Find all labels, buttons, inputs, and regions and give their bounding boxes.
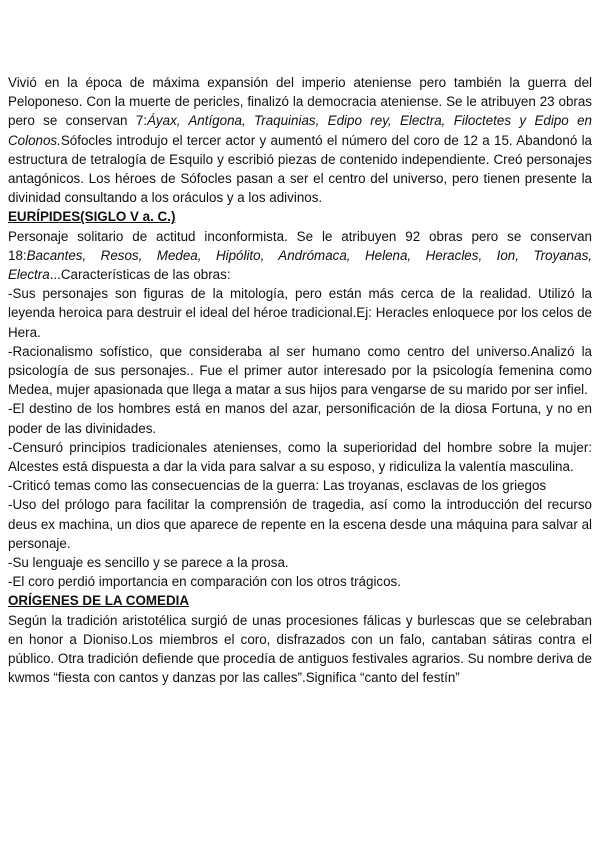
comedia-heading: ORÍGENES DE LA COMEDIA (8, 593, 190, 609)
euripides-item: -Uso del prólogo para facilitar la comprensión de tragedia, así como la introducción del recurso deus ex machina, un dios que aparece de repente en la escena desde una máquina para salvar al personaje. (8, 497, 592, 551)
sofocles-text-b: Sófocles introdujo el tercer actor y aumentó el número del coro de 12 a 15. Abandonó la estructura de tetralogía de Esquilo y escribió piezas de contenido independiente. Creó personajes antagónicos. Los héroes de Sófocles pasan a ser el centro del universo, pero tienen presente la divinidad consultando a los oráculos y a los adivinos. (8, 132, 592, 206)
euripides-item: -Criticó temas como las consecuencias de la guerra: Las troyanas, esclavas de los griegos (8, 478, 547, 494)
euripides-intro (8, 227, 592, 285)
sofocles-works: Áyax, Antígona, Traquinias, Edipo rey, Electra, Filoctetes y Edipo en Colonos. (8, 113, 592, 148)
sofocles-paragraph (8, 73, 592, 207)
euripides-item: -Censuró principios tradicionales atenienses, como la superioridad del hombre sobre la mujer: Alcestes está dispuesta a dar la vida para salvar a su esposo, y ridiculiza la valentía masculina. (8, 439, 592, 475)
comedia-paragraph: Según la tradición aristotélica surgió de unas procesiones fálicas y burlescas que se celebraban en honor a Dioniso.Los miembros el coro, disfrazados con un falo, cantaban sátiras contra el público. Otra tradición defiende que procedía de antiguos festivales agrarios. Su nombre deriva de kwmos “fiesta con cantos y danzas por las calles”.Significa “canto del festín” (8, 612, 592, 686)
euripides-item: -El coro perdió importancia en comparación con los otros trágicos. (8, 574, 401, 590)
euripides-works: Bacantes, Resos, Medea, Hipólito, Andrómaca, Helena, Heracles, Ion, Troyanas, Electra (8, 247, 592, 283)
document-page (8, 73, 592, 688)
euripides-item: -Su lenguaje es sencillo y se parece a la prosa. (8, 555, 289, 571)
euripides-intro-a: Personaje solitario de actitud inconformista. Se le atribuyen 92 obras pero se conservan 18: (8, 228, 592, 263)
euripides-item: -El destino de los hombres está en manos del azar, personificación de la diosa Fortuna, y no en poder de las divinidades. (8, 401, 592, 436)
euripides-intro-b: ...Características de las obras: (49, 267, 231, 283)
euripides-item: -Sus personajes son figuras de la mitología, pero están más cerca de la realidad. Utilizó la leyenda heroica para destruir el ideal del héroe tradicional.Ej: Heracles enloquece por los celos de Hera. (8, 286, 592, 340)
sofocles-text-a: Vivió en la época de máxima expansión del imperio ateniense pero también la guerra del Peloponeso. Con la muerte de pericles, finalizó la democracia ateniense. Se le atribuyen 23 obras pero se conservan 7: (8, 75, 592, 129)
euripides-item: -Racionalismo sofístico, que consideraba al ser humano como centro del universo.Analizó la psicología de sus personajes.. Fue el primer autor interesado por la psicología femenina como Medea, mujer apasionada que llega a matar a sus hijos para vengarse de su marido por ser infiel. (8, 343, 592, 398)
euripides-heading: EURÍPIDES(SIGLO V a. C.) (8, 209, 176, 225)
